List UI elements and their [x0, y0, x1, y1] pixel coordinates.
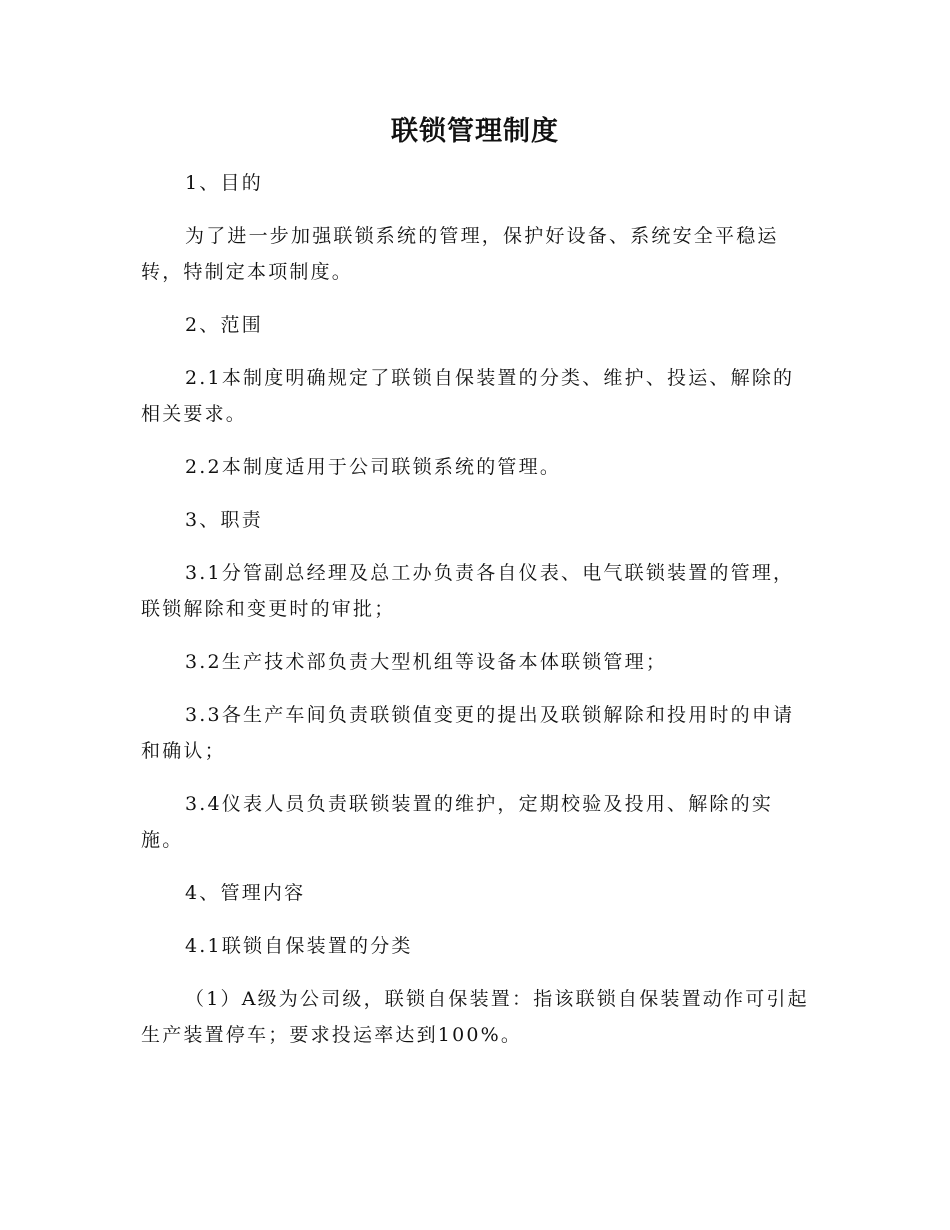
paragraph-purpose: 为了进一步加强联锁系统的管理，保护好设备、系统安全平稳运转，特制定本项制度。	[141, 225, 779, 283]
paragraph-duties-3-1: 3.1分管副总经理及总工办负责各自仪表、电气联锁装置的管理，联锁解除和变更时的审批；	[141, 562, 795, 620]
document-title: 联锁管理制度	[391, 116, 559, 147]
section-heading-purpose: 1、目的	[185, 172, 263, 194]
paragraph-management-4-1: 4.1联锁自保装置的分类	[185, 935, 413, 957]
section-heading-management: 4、管理内容	[185, 882, 306, 904]
paragraph-scope-2-1: 2.1本制度明确规定了联锁自保装置的分类、维护、投运、解除的相关要求。	[141, 367, 795, 425]
paragraph-duties-3-2: 3.2生产技术部负责大型机组等设备本体联锁管理；	[185, 651, 668, 673]
section-heading-scope: 2、范围	[185, 314, 263, 336]
paragraph-duties-3-4: 3.4仪表人员负责联锁装置的维护，定期校验及投用、解除的实施。	[141, 793, 774, 851]
paragraph-scope-2-2: 2.2本制度适用于公司联锁系统的管理。	[185, 456, 562, 478]
paragraph-management-class-a: （1）A级为公司级，联锁自保装置：指该联锁自保装置动作可引起生产装置停车；要求投运率达到100%。	[141, 988, 809, 1046]
paragraph-duties-3-3: 3.3各生产车间负责联锁值变更的提出及联锁解除和投用时的申请和确认；	[141, 704, 795, 762]
section-heading-duties: 3、职责	[185, 509, 263, 531]
